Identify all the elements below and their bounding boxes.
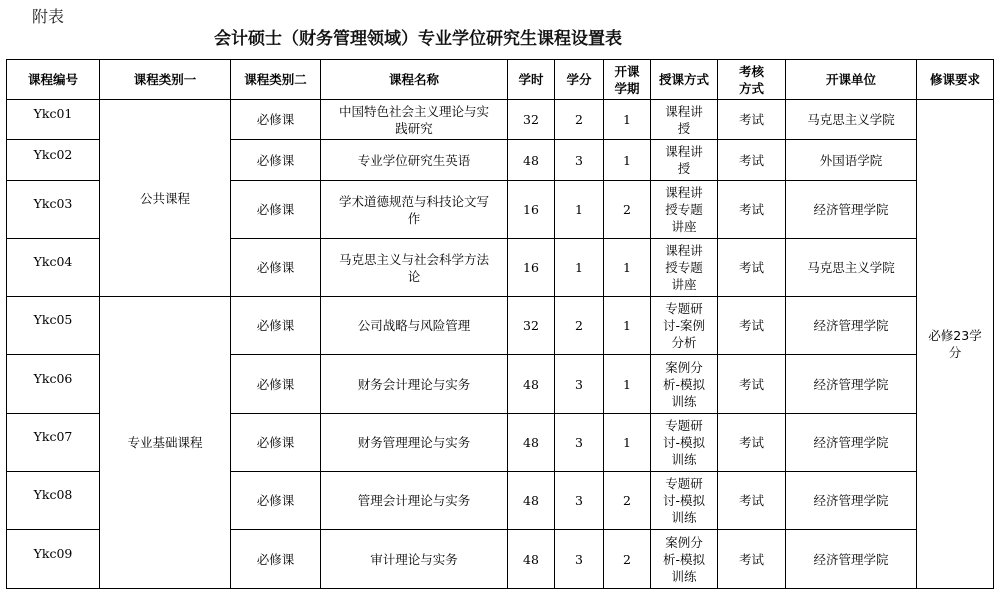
course-name: 财务管理理论与实务 (321, 414, 508, 472)
course-hours: 48 (508, 414, 555, 472)
course-hours: 48 (508, 355, 555, 414)
course-unit: 经济管理学院 (786, 355, 917, 414)
course-method: 专题研讨-模拟训练 (651, 472, 718, 530)
course-exam: 考试 (718, 297, 786, 355)
course-hours: 32 (508, 100, 555, 140)
course-credits: 2 (555, 100, 604, 140)
course-code: Ykc06 (7, 355, 100, 414)
course-code: Ykc08 (7, 472, 100, 530)
appendix-label: 附表 (32, 7, 65, 26)
header-category2: 课程类别二 (231, 60, 321, 100)
course-credits: 1 (555, 239, 604, 297)
course-hours: 16 (508, 239, 555, 297)
course-method: 专题研讨-模拟训练 (651, 414, 718, 472)
course-table (6, 59, 994, 589)
course-type: 必修课 (231, 414, 321, 472)
course-unit: 外国语学院 (786, 140, 917, 181)
course-method: 案例分析-模拟训练 (651, 355, 718, 414)
course-credits: 1 (555, 181, 604, 239)
course-semester: 2 (604, 472, 651, 530)
course-name: 专业学位研究生英语 (321, 140, 508, 181)
course-exam: 考试 (718, 100, 786, 140)
course-type: 必修课 (231, 140, 321, 181)
course-name: 学术道德规范与科技论文写作 (321, 181, 508, 239)
course-name: 管理会计理论与实务 (321, 472, 508, 530)
course-credits: 3 (555, 472, 604, 530)
course-unit: 马克思主义学院 (786, 239, 917, 297)
header-unit: 开课单位 (786, 60, 917, 100)
course-code: Ykc09 (7, 530, 100, 589)
course-semester: 1 (604, 355, 651, 414)
course-unit: 经济管理学院 (786, 472, 917, 530)
course-semester: 1 (604, 297, 651, 355)
course-method: 课程讲授 (651, 100, 718, 140)
course-exam: 考试 (718, 414, 786, 472)
course-unit: 经济管理学院 (786, 297, 917, 355)
course-method: 课程讲授专题讲座 (651, 181, 718, 239)
course-exam: 考试 (718, 181, 786, 239)
category-public: 公共课程 (100, 100, 231, 297)
requirement-cell: 必修23学分 (917, 100, 994, 589)
course-type: 必修课 (231, 530, 321, 589)
course-name: 审计理论与实务 (321, 530, 508, 589)
course-name: 中国特色社会主义理论与实践研究 (321, 100, 508, 140)
course-credits: 3 (555, 355, 604, 414)
course-exam: 考试 (718, 530, 786, 589)
course-type: 必修课 (231, 355, 321, 414)
course-exam: 考试 (718, 355, 786, 414)
course-code: Ykc04 (7, 239, 100, 297)
course-code: Ykc07 (7, 414, 100, 472)
course-semester: 2 (604, 530, 651, 589)
course-unit: 经济管理学院 (786, 414, 917, 472)
header-category1: 课程类别一 (100, 60, 231, 100)
course-name: 财务会计理论与实务 (321, 355, 508, 414)
course-type: 必修课 (231, 472, 321, 530)
header-hours: 学时 (508, 60, 555, 100)
course-exam: 考试 (718, 472, 786, 530)
course-method: 课程讲授 (651, 140, 718, 181)
table-row (7, 297, 994, 355)
course-code: Ykc01 (7, 100, 100, 140)
course-semester: 1 (604, 100, 651, 140)
course-exam: 考试 (718, 239, 786, 297)
header-exam: 考核方式 (718, 60, 786, 100)
course-semester: 1 (604, 239, 651, 297)
course-name: 马克思主义与社会科学方法论 (321, 239, 508, 297)
header-requirement: 修课要求 (917, 60, 994, 100)
course-method: 专题研讨-案例分析 (651, 297, 718, 355)
header-credits: 学分 (555, 60, 604, 100)
course-credits: 3 (555, 140, 604, 181)
header-code: 课程编号 (7, 60, 100, 100)
course-hours: 48 (508, 530, 555, 589)
course-method: 课程讲授专题讲座 (651, 239, 718, 297)
course-type: 必修课 (231, 100, 321, 140)
course-credits: 2 (555, 297, 604, 355)
course-hours: 16 (508, 181, 555, 239)
course-method: 案例分析-模拟训练 (651, 530, 718, 589)
course-type: 必修课 (231, 181, 321, 239)
header-method: 授课方式 (651, 60, 718, 100)
course-name: 公司战略与风险管理 (321, 297, 508, 355)
course-exam: 考试 (718, 140, 786, 181)
table-row (7, 100, 994, 140)
course-hours: 32 (508, 297, 555, 355)
course-hours: 48 (508, 472, 555, 530)
course-code: Ykc05 (7, 297, 100, 355)
course-unit: 经济管理学院 (786, 530, 917, 589)
category-professional: 专业基础课程 (100, 297, 231, 589)
course-semester: 2 (604, 181, 651, 239)
course-unit: 经济管理学院 (786, 181, 917, 239)
course-hours: 48 (508, 140, 555, 181)
course-credits: 3 (555, 530, 604, 589)
course-type: 必修课 (231, 239, 321, 297)
course-code: Ykc02 (7, 140, 100, 181)
table-header-row (7, 60, 994, 100)
course-credits: 3 (555, 414, 604, 472)
course-semester: 1 (604, 414, 651, 472)
course-semester: 1 (604, 140, 651, 181)
course-unit: 马克思主义学院 (786, 100, 917, 140)
course-type: 必修课 (231, 297, 321, 355)
course-code: Ykc03 (7, 181, 100, 239)
header-semester: 开课学期 (604, 60, 651, 100)
header-name: 课程名称 (321, 60, 508, 100)
document-title: 会计硕士（财务管理领域）专业学位研究生课程设置表 (214, 29, 622, 49)
